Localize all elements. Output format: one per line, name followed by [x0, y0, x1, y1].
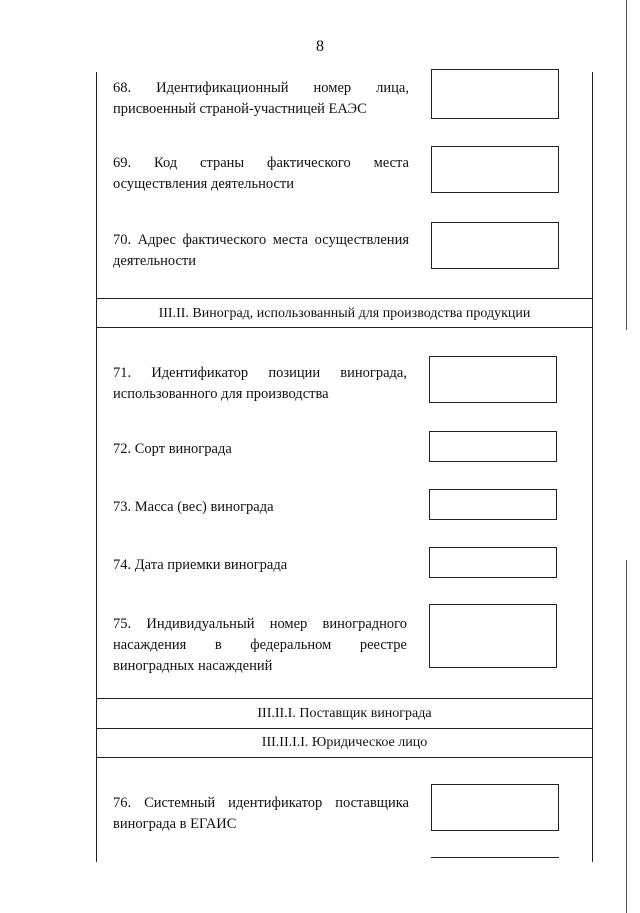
field-label-72: 72. Сорт винограда	[113, 441, 232, 457]
field-input-76[interactable]	[431, 784, 559, 831]
field-input-72[interactable]	[429, 431, 557, 462]
field-input-69[interactable]	[431, 146, 559, 193]
scan-edge-mark	[626, 0, 627, 330]
field-input-75[interactable]	[429, 604, 557, 668]
page-number: 8	[316, 38, 324, 55]
field-input-68[interactable]	[431, 69, 559, 119]
field-label-71: 71. Идентификатор позиции винограда, использованного для производства	[113, 365, 407, 402]
field-label-73: 73. Масса (вес) винограда	[113, 499, 274, 515]
field-label-74: 74. Дата приемки винограда	[113, 557, 288, 573]
section-title-3-2-1-1: III.II.I.I. Юридическое лицо	[261, 735, 428, 750]
section-divider	[96, 298, 593, 299]
section-divider	[96, 327, 593, 328]
section-divider	[96, 757, 593, 758]
scan-edge-mark	[626, 560, 627, 913]
field-label-76: 76. Системный идентификатор поставщика винограда в ЕГАИС	[113, 795, 409, 832]
field-label-70: 70. Адрес фактического места осуществления деятельности	[113, 232, 409, 269]
field-input-70[interactable]	[431, 222, 559, 269]
field-label-75: 75. Индивидуальный номер виноградного насаждения в федеральном реестре виноградных насаждений	[113, 616, 407, 674]
next-field-top-edge	[431, 857, 559, 858]
field-label-69: 69. Код страны фактического места осуществления деятельности	[113, 155, 409, 192]
field-input-74[interactable]	[429, 547, 557, 578]
section-divider	[96, 728, 593, 729]
section-title-3-2: III.II. Виноград, использованный для производства продукции	[158, 306, 531, 321]
field-input-73[interactable]	[429, 489, 557, 520]
field-label-68: 68. Идентификационный номер лица, присвоенный страной-участницей ЕАЭС	[113, 80, 409, 117]
section-title-3-2-1: III.II.I. Поставщик винограда	[257, 706, 432, 721]
section-divider	[96, 698, 593, 699]
field-input-71[interactable]	[429, 356, 557, 403]
